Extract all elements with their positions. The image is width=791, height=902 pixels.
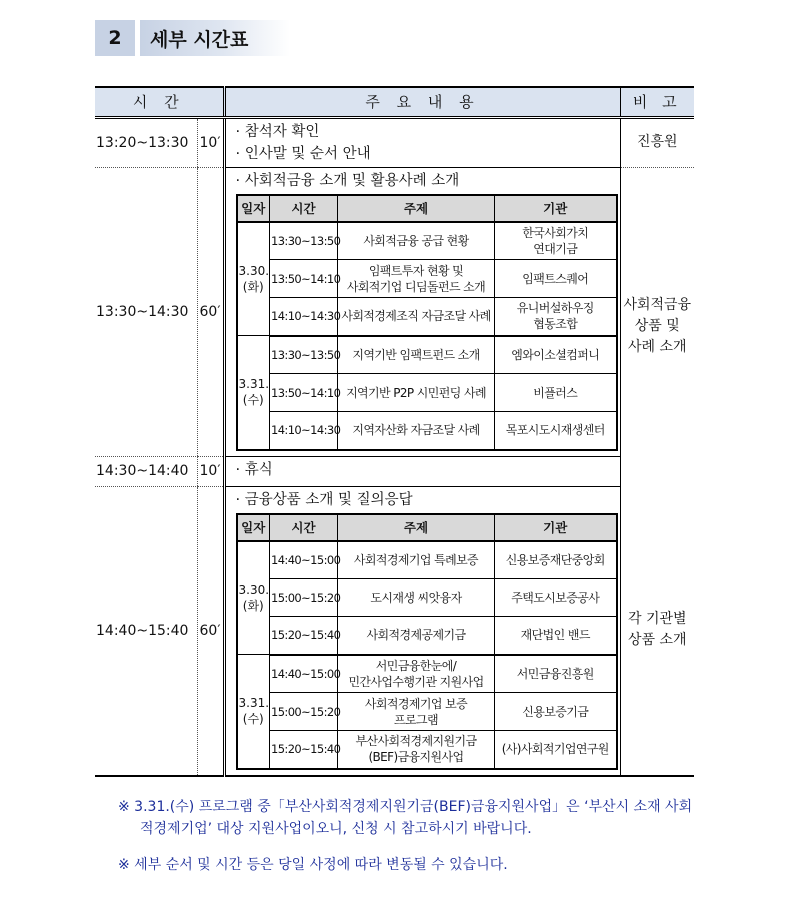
session-row: [237, 541, 617, 579]
session-date: [237, 222, 270, 336]
row-time: 13:30~14:30: [95, 167, 197, 456]
session-org: [495, 693, 617, 731]
session-row: [237, 336, 617, 374]
schedule-row: [95, 167, 694, 456]
session-topic-line: 사회적경제기업 보증: [364, 696, 468, 711]
row-note-line: 사회적금융: [623, 297, 692, 314]
section-title: 세부 시간표: [140, 20, 290, 56]
row-duration: 10′: [197, 456, 224, 486]
session-row: [237, 731, 617, 769]
session-topic-line: 지역기반 임팩트펀드 소개: [352, 347, 480, 362]
session-topic: [338, 298, 495, 336]
row-note-line: 사례 소개: [627, 339, 687, 356]
session-org: [495, 579, 617, 617]
session-org-line: 한국사회가치: [522, 225, 589, 240]
session-row: [237, 579, 617, 617]
section-heading: [95, 20, 290, 56]
session-row: [237, 374, 617, 412]
header-time: 시 간: [95, 87, 224, 117]
session-row: [237, 617, 617, 655]
session-time: 15:00~15:20: [270, 693, 338, 731]
session-date-line: (수): [242, 712, 264, 727]
session-topic-line: 사회적경제기업 특례보증: [353, 552, 479, 567]
content-bullet: · 인사말 및 순서 안내: [235, 145, 371, 162]
row-note: [620, 486, 694, 776]
session-header-row: [237, 514, 617, 541]
session-header-topic: 주제: [338, 195, 495, 222]
row-note-line: 각 기관별: [627, 611, 687, 628]
row-content: [224, 456, 620, 486]
session-org-line: 목포시도시재생센터: [505, 423, 605, 438]
session-topic-line: 사회적금융 공급 현황: [363, 233, 469, 248]
session-org-line: (사)사회적기업연구원: [501, 742, 609, 757]
session-topic: [338, 222, 495, 260]
session-header-date: 일자: [237, 195, 270, 222]
session-topic: [338, 374, 495, 412]
schedule-body: [95, 117, 694, 776]
session-org-line: 유니버설하우징: [516, 301, 594, 316]
session-org: [495, 336, 617, 374]
session-time: 13:50~14:10: [270, 260, 338, 298]
session-org: [495, 655, 617, 693]
header-content: 주 요 내 용: [224, 87, 620, 117]
session-time: 13:50~14:10: [270, 374, 338, 412]
session-header-org: 기관: [495, 514, 617, 541]
session-header-topic: 주제: [338, 514, 495, 541]
session-topic-line: 사회적경제공제기금: [366, 628, 466, 643]
session-time: 14:40~15:00: [270, 655, 338, 693]
session-topic: [338, 731, 495, 769]
session-org: [495, 731, 617, 769]
row-time: 14:30~14:40: [95, 456, 197, 486]
session-org-line: 재단법인 밴드: [520, 628, 590, 643]
session-row: [237, 260, 617, 298]
session-row: [237, 693, 617, 731]
session-time: 14:10~14:30: [270, 412, 338, 450]
session-time: 14:40~15:00: [270, 541, 338, 579]
content-bullet: · 사회적금융 소개 및 활용사례 소개: [235, 172, 460, 189]
schedule-row: [95, 456, 694, 486]
session-topic: [338, 693, 495, 731]
session-time: 14:10~14:30: [270, 298, 338, 336]
session-org: [495, 541, 617, 579]
row-time: 13:20~13:30: [95, 117, 197, 167]
session-org: [495, 412, 617, 450]
row-note-line: 상품 소개: [627, 632, 687, 649]
session-table: [236, 513, 618, 770]
session-topic-line: 서민금융한눈에/: [375, 658, 457, 673]
session-topic: [338, 541, 495, 579]
row-content: [224, 117, 620, 167]
session-date-line: 3.31.: [238, 696, 270, 711]
session-org-line: 연대기금: [533, 241, 578, 256]
session-time: 13:30~13:50: [270, 222, 338, 260]
session-org-line: 주택도시보증공사: [511, 590, 600, 605]
row-duration: 60′: [197, 486, 224, 776]
session-org: [495, 260, 617, 298]
session-org: [495, 222, 617, 260]
session-date-line: (수): [242, 393, 264, 408]
session-date: [237, 336, 270, 450]
session-topic-line: (BEF)금융지원사업: [368, 750, 464, 765]
session-topic-line: 임팩트투자 현황 및: [368, 263, 464, 278]
row-note: 진흥원: [620, 117, 694, 167]
schedule-row: [95, 117, 694, 167]
session-org-line: 엠와이소셜컴퍼니: [511, 347, 600, 362]
session-header-time: 시간: [270, 514, 338, 541]
session-row: [237, 222, 617, 260]
session-row: [237, 412, 617, 450]
footnote-bef: ※ 3.31.(수) 프로그램 중「부산사회적경제지원기금(BEF)금융지원사업」은 ‘부산시 소재 사회적경제기업’ 대상 지원사업이오니, 신청 시 참고하시기 바랍니다.: [118, 799, 693, 837]
header-note: 비 고: [620, 87, 694, 117]
session-org-line: 비플러스: [533, 385, 578, 400]
footnote-change: ※ 세부 순서 및 시간 등은 당일 사정에 따라 변동될 수 있습니다.: [118, 857, 508, 873]
session-table: [236, 194, 618, 451]
content-bullet: · 금융상품 소개 및 질의응답: [235, 491, 413, 508]
session-date-line: (화): [242, 598, 264, 613]
schedule-table: [95, 86, 694, 777]
session-header-date: 일자: [237, 514, 270, 541]
session-time: 15:20~15:40: [270, 731, 338, 769]
session-topic: [338, 412, 495, 450]
session-row: [237, 298, 617, 336]
session-org-line: 신용보증재단중앙회: [505, 552, 605, 567]
section-number: 2: [95, 20, 135, 56]
session-date: [237, 655, 270, 769]
session-header-org: 기관: [495, 195, 617, 222]
session-topic: [338, 617, 495, 655]
session-date-line: 3.30.: [238, 263, 270, 278]
session-org: [495, 374, 617, 412]
session-time: 15:20~15:40: [270, 617, 338, 655]
row-duration: 60′: [197, 167, 224, 456]
session-topic-line: 프로그램: [394, 712, 438, 727]
schedule-row: [95, 486, 694, 776]
session-topic-line: 지역자산화 자금조달 사례: [352, 423, 480, 438]
session-org-line: 협동조합: [533, 317, 578, 332]
session-org-line: 신용보증기금: [522, 704, 589, 719]
session-topic: [338, 260, 495, 298]
session-time: 15:00~15:20: [270, 579, 338, 617]
session-date-line: 3.31.: [238, 377, 270, 392]
session-org-line: 임팩트스퀘어: [522, 271, 589, 286]
session-topic-line: 민간사업수행기관 지원사업: [348, 674, 484, 689]
session-date-line: 3.30.: [238, 582, 270, 597]
schedule-header-row: [95, 87, 694, 117]
session-topic-line: 사회적경제조직 자금조달 사례: [341, 309, 491, 324]
row-note-line: 상품 및: [634, 318, 680, 335]
content-bullet: · 참석자 확인: [235, 123, 320, 140]
session-topic: [338, 336, 495, 374]
row-content: [224, 486, 620, 776]
session-time: 13:30~13:50: [270, 336, 338, 374]
footnotes: [118, 796, 698, 876]
row-note: [620, 167, 694, 486]
row-duration: 10′: [197, 117, 224, 167]
session-topic-line: 지역기반 P2P 시민펀딩 사례: [346, 385, 486, 400]
session-org-line: 서민금융진흥원: [516, 666, 594, 681]
session-topic: [338, 579, 495, 617]
session-topic-line: 부산사회적경제지원기금: [355, 734, 477, 749]
session-topic-line: 사회적기업 디딤돌펀드 소개: [346, 279, 486, 294]
session-date: [237, 541, 270, 655]
session-date-line: (화): [242, 279, 264, 294]
row-time: 14:40~15:40: [95, 486, 197, 776]
session-header-row: [237, 195, 617, 222]
session-org: [495, 298, 617, 336]
session-topic: [338, 655, 495, 693]
row-content: [224, 167, 620, 456]
session-topic-line: 도시재생 씨앗융자: [370, 590, 462, 605]
session-header-time: 시간: [270, 195, 338, 222]
content-bullet: · 휴식: [235, 461, 273, 478]
session-row: [237, 655, 617, 693]
session-org: [495, 617, 617, 655]
